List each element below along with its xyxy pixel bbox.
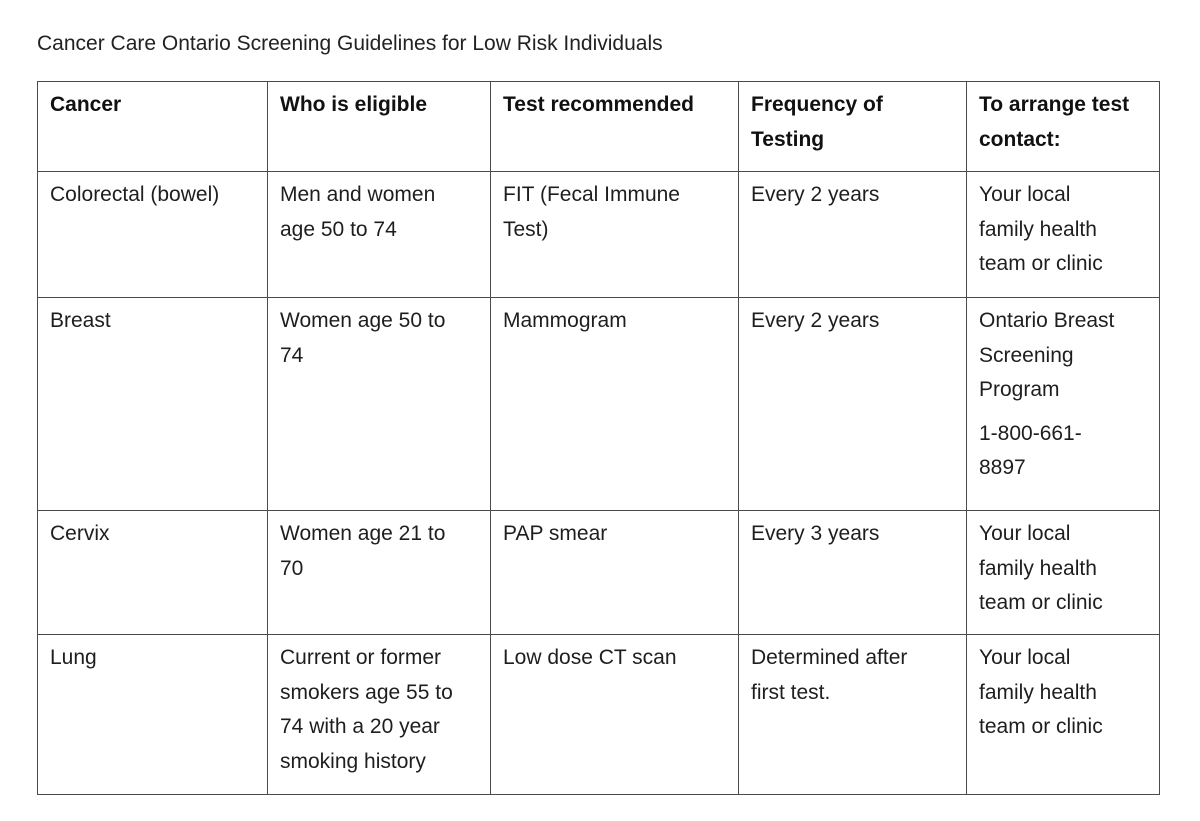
cell-line: Cervix [50,522,110,545]
cell-line: Men and women [280,183,436,206]
cell-line: Breast [50,309,111,332]
cell-line: 74 [280,343,304,367]
document-title: Cancer Care Ontario Screening Guidelines for Low Risk Individuals [37,32,663,55]
cell-eligible [268,635,491,795]
cell-line: Ontario Breast [979,309,1115,332]
phone-line: 8897 [979,456,1026,479]
header-test-line: Test recommended [503,93,694,116]
cell-line: family health [979,217,1097,241]
cell-line: Women age 21 to [280,522,446,545]
cell-line: Lung [50,646,97,669]
table-row-cervix [38,511,1160,635]
cell-line: Test) [503,217,549,241]
cell-frequency [739,172,967,298]
cell-contact [967,172,1160,298]
cell-line: Colorectal (bowel) [50,183,220,206]
header-frequency [739,82,967,172]
cell-line: 74 with a 20 year [280,715,440,738]
cell-test [491,172,739,298]
cell-line: team or clinic [979,591,1103,614]
cell-line: 70 [280,556,304,580]
screening-guidelines-table [37,81,1160,795]
cell-contact [967,298,1160,511]
cell-cancer [38,635,268,795]
header-frequency-line: Testing [751,127,825,151]
phone-line: 1-800-661- [979,421,1082,445]
cell-line: family health [979,556,1097,580]
cell-eligible [268,298,491,511]
header-contact-line: To arrange test [979,93,1130,116]
cell-line: age 50 to 74 [280,217,397,241]
header-contact-line: contact: [979,127,1061,151]
cell-line: Program [979,378,1060,401]
cell-line: Every 2 years [751,309,880,332]
table-row-colorectal [38,172,1160,298]
header-who-is-eligible [268,82,491,172]
cell-line: Current or former [280,646,442,669]
cell-cancer [38,511,268,635]
phone-number [979,417,1147,486]
cell-line: Determined after [751,646,908,669]
table-row-lung [38,635,1160,795]
cell-line: PAP smear [503,522,608,545]
header-row [38,82,1160,172]
cell-contact [967,635,1160,795]
cell-cancer [38,298,268,511]
cell-line: Women age 50 to [280,309,446,332]
cell-line: team or clinic [979,252,1103,275]
cell-test [491,298,739,511]
cell-line: Low dose CT scan [503,646,677,669]
header-frequency-line: Frequency of [751,93,883,116]
cell-line: Your local [979,522,1071,545]
cell-line: FIT (Fecal Immune [503,183,680,206]
header-test-recommended [491,82,739,172]
cell-line: smoking history [280,749,426,773]
cell-line: smokers age 55 to [280,680,453,704]
header-contact [967,82,1160,172]
cell-line: Every 2 years [751,183,880,206]
header-eligible-line: Who is eligible [280,93,428,116]
cell-line: first test. [751,680,831,704]
cell-eligible [268,172,491,298]
header-cancer-line: Cancer [50,93,122,116]
cell-contact [967,511,1160,635]
cell-line: Your local [979,646,1071,669]
table-row-breast [38,298,1160,511]
cell-test [491,511,739,635]
cell-line: Every 3 years [751,522,880,545]
cell-line: team or clinic [979,715,1103,738]
cell-frequency [739,511,967,635]
header-cancer [38,82,268,172]
cell-frequency [739,635,967,795]
cell-eligible [268,511,491,635]
cell-line: family health [979,680,1097,704]
cell-test [491,635,739,795]
cell-line: Your local [979,183,1071,206]
cell-cancer [38,172,268,298]
cell-line: Screening [979,343,1074,367]
cell-line: Mammogram [503,309,627,332]
cell-frequency [739,298,967,511]
